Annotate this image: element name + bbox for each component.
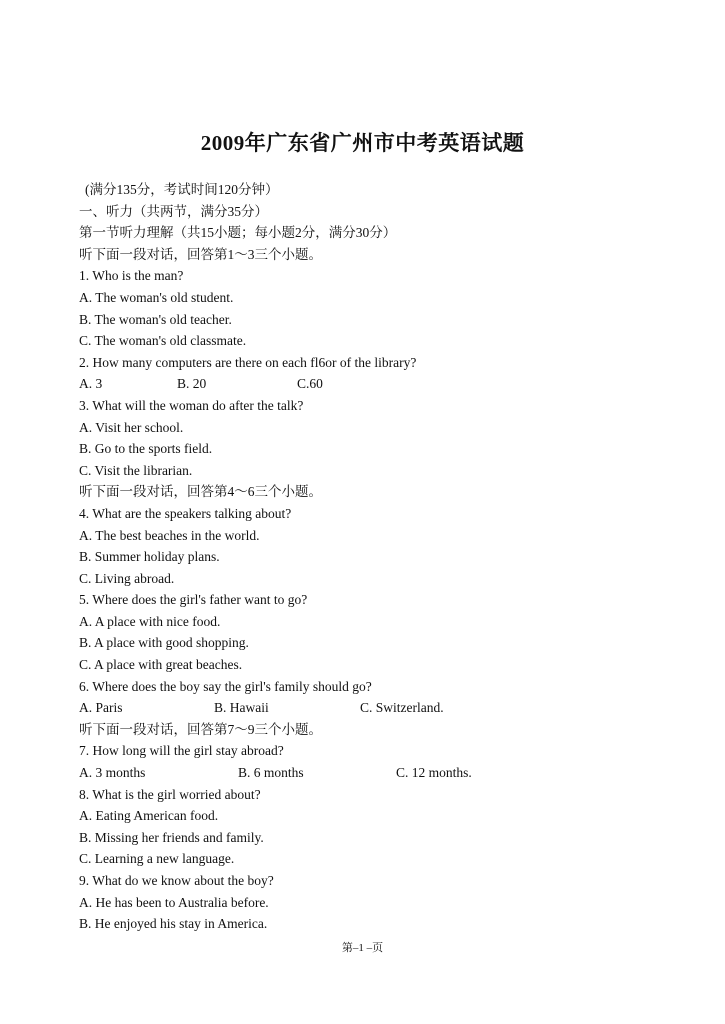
- question-9: 9. What do we know about the boy?: [79, 873, 274, 888]
- option-b: B. Missing her friends and family.: [79, 829, 264, 845]
- document-body: [79, 179, 699, 935]
- question-5: 5. Where does the girl's father want to go?: [79, 592, 308, 608]
- option-c: C. Learning a new language.: [79, 851, 235, 867]
- option-c: C. 12 months.: [396, 765, 472, 781]
- part-heading: 第一节听力理解（共15小题；每小题2分，满分30分）: [79, 225, 397, 241]
- option-c: C. A place with great beaches.: [79, 657, 243, 673]
- option-b: B. 6 months: [238, 765, 304, 781]
- option-b: B. A place with good shopping.: [79, 635, 249, 651]
- exam-meta: (满分135分，考试时间120分钟）: [85, 182, 279, 197]
- option-a: A. The woman's old student.: [79, 289, 234, 305]
- option-b: B. The woman's old teacher.: [79, 311, 232, 327]
- option-a: A. He has been to Australia before.: [79, 894, 269, 910]
- option-c: C.60: [297, 376, 323, 392]
- dialog-intro: 听下面一段对话，回答第7～9三个小题。: [79, 721, 322, 737]
- option-c: C. Visit the librarian.: [79, 462, 193, 478]
- option-a: A. Eating American food.: [79, 808, 219, 824]
- option-b: B. Go to the sports field.: [79, 441, 213, 457]
- dialog-intro: 听下面一段对话，回答第4～6三个小题。: [79, 484, 322, 500]
- option-b: B. Hawaii: [214, 700, 269, 716]
- option-a: A. 3: [79, 376, 103, 392]
- question-3: 3. What will the woman do after the talk?: [79, 397, 304, 413]
- option-b: B. Summer holiday plans.: [79, 549, 220, 565]
- option-a: A. A place with nice food.: [79, 613, 221, 629]
- option-c: C. The woman's old classmate.: [79, 333, 247, 349]
- dialog-intro: 听下面一段对话，回答第1～3三个小题。: [79, 246, 322, 262]
- option-b: B. 20: [177, 376, 207, 392]
- option-c: C. Switzerland.: [360, 700, 444, 716]
- question-1: 1. Who is the man?: [79, 268, 184, 284]
- option-a: A. Visit her school.: [79, 419, 184, 435]
- options-row: [79, 762, 699, 784]
- page-number: 第–1 –页: [341, 942, 384, 954]
- option-a: A. Paris: [79, 700, 123, 716]
- options-row: [79, 373, 699, 395]
- option-b: B. He enjoyed his stay in America.: [79, 916, 268, 932]
- question-2: 2. How many computers are there on each fl6or of the library?: [79, 354, 417, 370]
- option-c: C. Living abroad.: [79, 570, 175, 586]
- page-title: 2009年广东省广州市中考英语试题: [200, 131, 525, 155]
- option-a: A. 3 months: [79, 765, 146, 781]
- question-6: 6. Where does the boy say the girl's family should go?: [79, 678, 372, 694]
- section-heading: 一、听力（共两节，满分35分）: [79, 203, 268, 219]
- options-row: [79, 697, 699, 719]
- question-4: 4. What are the speakers talking about?: [79, 505, 292, 521]
- question-8: 8. What is the girl worried about?: [79, 786, 261, 802]
- question-7: 7. How long will the girl stay abroad?: [79, 743, 284, 759]
- option-a: A. The best beaches in the world.: [79, 527, 260, 543]
